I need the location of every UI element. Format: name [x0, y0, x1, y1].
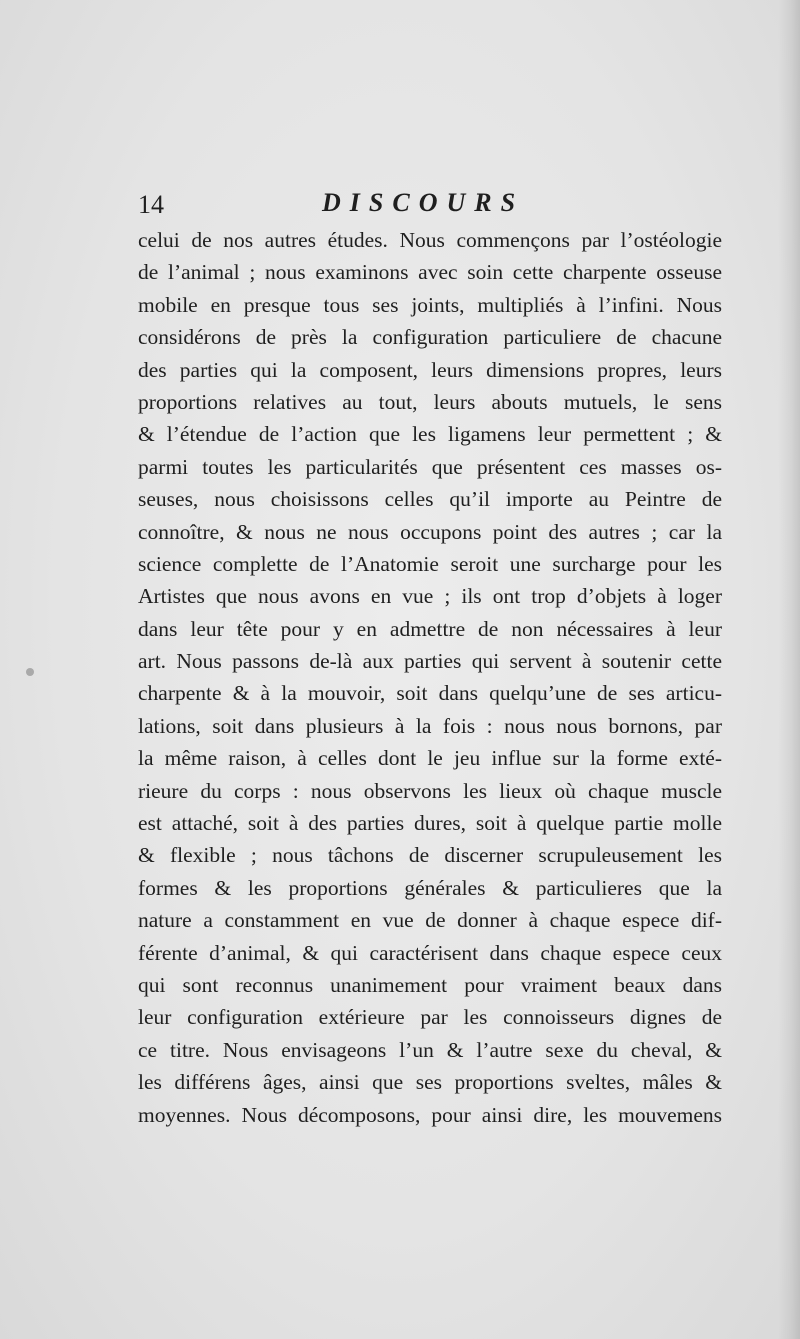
text-line: dans leur tête pour y en admettre de non nécessaires à leur [138, 616, 722, 641]
page-number: 14 [138, 190, 164, 219]
text-line: celui de nos autres études. Nous commençons par l’ostéologie [138, 228, 722, 252]
text-line: & flexible ; nous tâchons de discerner scrupuleusement les [138, 843, 722, 868]
ink-smudge [26, 668, 34, 676]
text-line: nature a constamment en vue de donner à chaque espece dif- [138, 908, 722, 933]
text-line: de l’animal ; nous examinons avec soin cette charpente osseuse [138, 260, 722, 285]
text-line: férente d’animal, & qui caractérisent dans chaque espece ceux [138, 940, 722, 965]
text-line: charpente & à la mouvoir, soit dans quelqu’une de ses articu- [138, 681, 722, 706]
text-line: rieure du corps : nous observons les lieux où chaque muscle [138, 778, 722, 803]
text-line: Artistes que nous avons en vue ; ils ont trop d’objets à loger [138, 584, 722, 609]
text-line: les différens âges, ainsi que ses proportions sveltes, mâles & [138, 1070, 722, 1095]
text-line: mobile en presque tous ses joints, multipliés à l’infini. Nous [138, 292, 722, 317]
text-line: qui sont reconnus unanimement pour vraiment beaux dans [138, 972, 722, 997]
text-line: lations, soit dans plusieurs à la fois : nous nous bornons, par [138, 713, 722, 738]
text-line: ce titre. Nous envisageons l’un & l’autre sexe du cheval, & [138, 1037, 722, 1062]
text-line: des parties qui la composent, leurs dimensions propres, leurs [138, 357, 722, 382]
text-line: la même raison, à celles dont le jeu influe sur la forme exté- [138, 746, 722, 771]
text-line: leur configuration extérieure par les connoisseurs dignes de [138, 1005, 722, 1030]
page-edge-shadow [778, 0, 800, 1339]
text-line: parmi toutes les particularités que présentent ces masses os- [138, 454, 722, 479]
text-line: est attaché, soit à des parties dures, soit à quelque partie molle [138, 811, 722, 836]
text-line: formes & les proportions générales & particulieres que la [138, 875, 722, 900]
text-line: science complette de l’Anatomie seroit une surcharge pour les [138, 551, 722, 576]
body-text [138, 224, 722, 1131]
text-line: considérons de près la configuration particuliere de chacune [138, 325, 722, 350]
text-line: seuses, nous choisissons celles qu’il importe au Peintre de [138, 487, 722, 512]
text-line: proportions relatives au tout, leurs abouts mutuels, le sens [138, 389, 722, 414]
text-line: art. Nous passons de-là aux parties qui servent à soutenir cette [138, 649, 722, 674]
text-line: & l’étendue de l’action que les ligamens leur permettent ; & [138, 422, 722, 447]
text-line: moyennes. Nous décomposons, pour ainsi dire, les mouvemens [138, 1102, 722, 1127]
page-header [138, 186, 722, 222]
running-title: DISCOURS [322, 188, 525, 217]
text-line: connoître, & nous ne nous occupons point des autres ; car la [138, 519, 722, 544]
